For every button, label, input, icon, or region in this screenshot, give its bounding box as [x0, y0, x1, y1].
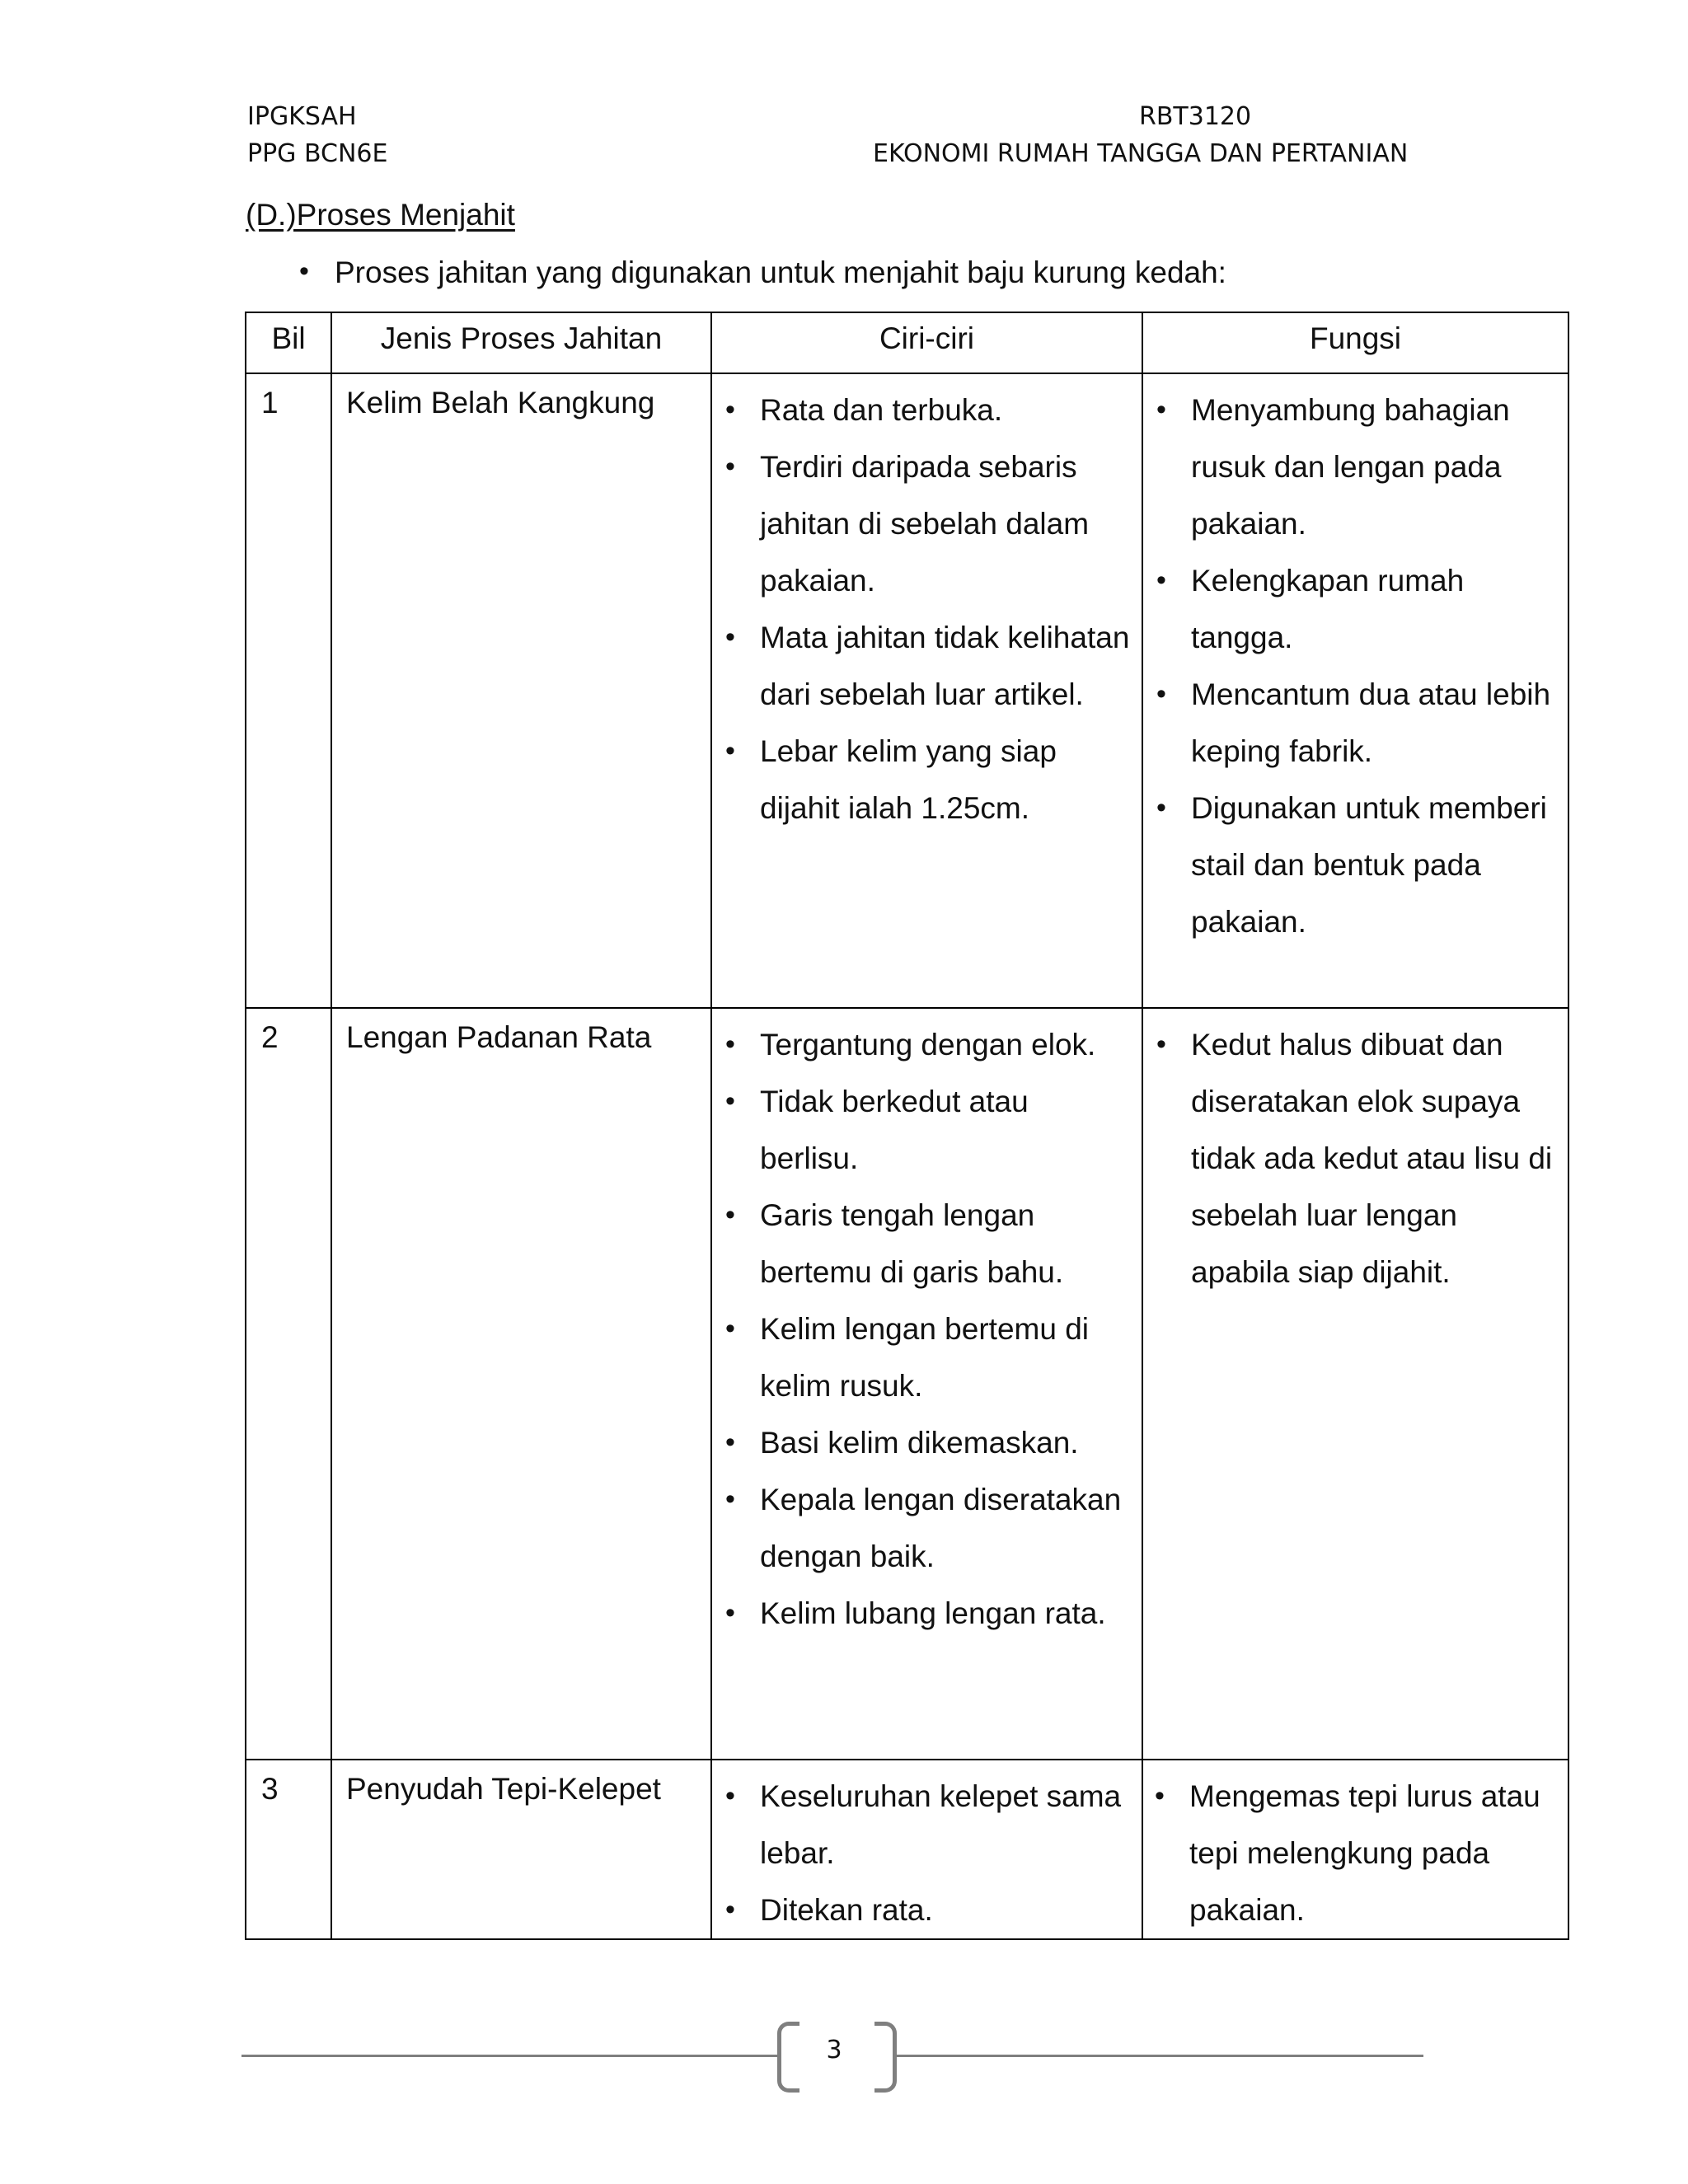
list-item: • Mata jahitan tidak kelihatan dari sebelah luar artikel. — [760, 609, 1133, 723]
sewing-process-table — [245, 312, 1569, 1940]
list-item: • Mencantum dua atau lebih keping fabrik. — [1191, 666, 1559, 780]
header-ciri: Ciri-ciri — [711, 312, 1142, 373]
list-item: • Kepala lengan diseratakan dengan baik. — [760, 1471, 1133, 1585]
list-item: • Digunakan untuk memberi stail dan bentuk pada pakaian. — [1191, 780, 1559, 950]
right-brace-icon — [874, 2022, 897, 2093]
table-header-row — [246, 312, 1568, 373]
list-item: • Kelim lubang lengan rata. — [760, 1585, 1133, 1642]
list-item: • Lebar kelim yang siap dijahit ialah 1.25cm. — [760, 723, 1133, 837]
footer-rule-left — [241, 2055, 777, 2057]
list-item: • Kedut halus dibuat dan diseratakan elok supaya tidak ada kedut atau lisu di sebelah luar lengan apabila siap dijahit. — [1191, 1016, 1559, 1301]
section-title: (D.)Proses Menjahit — [246, 198, 515, 232]
process-name: Penyudah Tepi-Kelepet — [331, 1760, 711, 1939]
header-institution: IPGKSAH — [247, 102, 357, 131]
list-item: • Kelim lengan bertemu di kelim rusuk. — [760, 1301, 1133, 1414]
page-number: 3 — [826, 2036, 842, 2064]
row-number: 3 — [246, 1760, 331, 1939]
footer-rule-right — [893, 2055, 1423, 2057]
list-item: • Keseluruhan kelepet sama lebar. — [760, 1768, 1133, 1882]
function-cell — [1142, 1008, 1568, 1760]
table-row — [246, 1760, 1568, 1939]
characteristics-cell — [711, 1760, 1142, 1939]
header-course-code: RBT3120 — [1139, 102, 1252, 131]
characteristics-cell — [711, 373, 1142, 1008]
header-bil: Bil — [246, 312, 331, 373]
list-item: • Tergantung dengan elok. — [760, 1016, 1133, 1073]
table-row — [246, 1008, 1568, 1760]
list-item: • Basi kelim dikemaskan. — [760, 1414, 1133, 1471]
intro-bullet: • Proses jahitan yang digunakan untuk menjahit baju kurung kedah: — [335, 255, 1226, 290]
row-number: 1 — [246, 373, 331, 1008]
list-item: • Tidak berkedut atau berlisu. — [760, 1073, 1133, 1187]
list-item: • Garis tengah lengan bertemu di garis bahu. — [760, 1187, 1133, 1301]
function-cell — [1142, 1760, 1568, 1939]
process-name: Kelim Belah Kangkung — [331, 373, 711, 1008]
list-item: • Rata dan terbuka. — [760, 382, 1133, 438]
header-program: PPG BCN6E — [247, 139, 388, 168]
list-item: • Terdiri daripada sebaris jahitan di sebelah dalam pakaian. — [760, 438, 1133, 609]
process-name: Lengan Padanan Rata — [331, 1008, 711, 1760]
header-fungsi: Fungsi — [1142, 312, 1568, 373]
row-number: 2 — [246, 1008, 331, 1760]
list-item: • Menyambung bahagian rusuk dan lengan pada pakaian. — [1191, 382, 1559, 552]
function-cell — [1142, 373, 1568, 1008]
list-item: • Ditekan rata. — [760, 1882, 1133, 1938]
list-item: • Kelengkapan rumah tangga. — [1191, 552, 1559, 666]
header-course-name: EKONOMI RUMAH TANGGA DAN PERTANIAN — [873, 139, 1409, 168]
table-row — [246, 373, 1568, 1008]
characteristics-cell — [711, 1008, 1142, 1760]
header-jenis: Jenis Proses Jahitan — [331, 312, 711, 373]
list-item: • Mengemas tepi lurus atau tepi melengkung pada pakaian. — [1189, 1768, 1559, 1938]
